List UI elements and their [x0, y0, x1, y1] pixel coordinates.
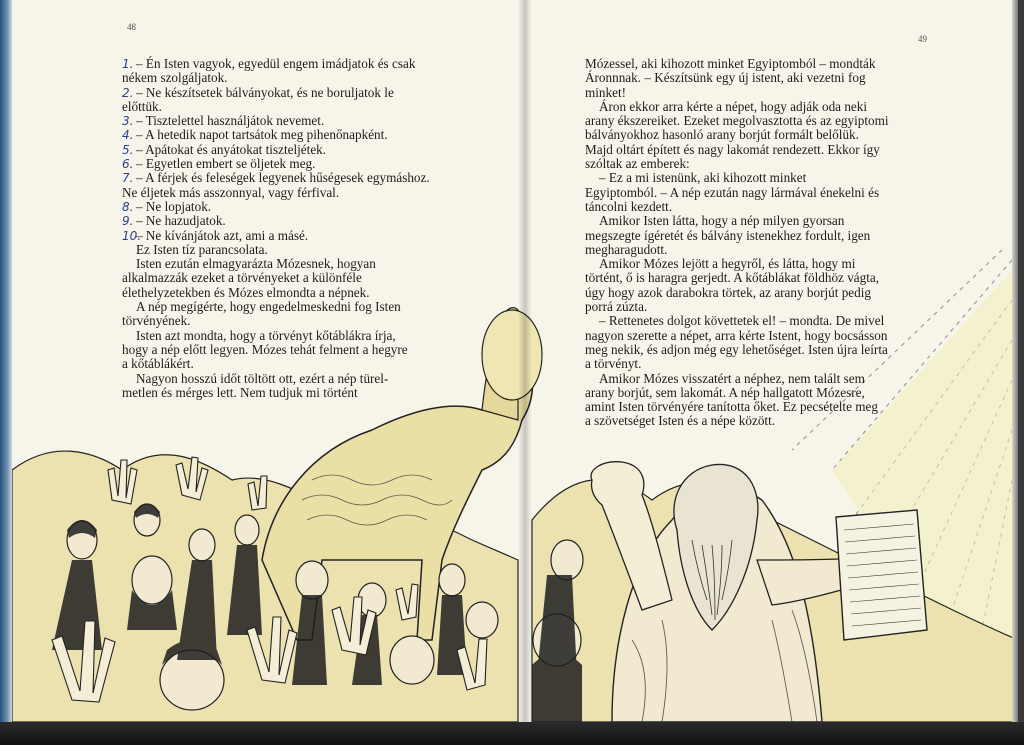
paragraph-line: Isten ezután elmagyarázta Mózesnek, hogyan: [136, 256, 376, 272]
paragraph-line: hogy a nép előtt legyen. Mózes tehát felment a hegyre: [122, 341, 408, 357]
paragraph-line: alkalmazzák ezeket a törvényeket a különféle: [122, 270, 362, 286]
paragraph-line: megszegte ígéretét és bálvány istenekhez fordult, igen: [585, 227, 871, 243]
paragraph-line: meg nekik, és adjon még egy lehetőséget. Isten újra leírta: [585, 341, 888, 357]
commandment-text: – Ne lopjatok.: [136, 198, 212, 214]
paragraph-line: Egyiptomból. – A nép ezután nagy lármával énekelni és: [585, 184, 880, 200]
paragraph-line: nagyon szerette a népet, arra kérte Istent, hogy bocsásson: [585, 327, 888, 343]
paragraph-line: A nép megígérte, hogy engedelmeskedni fog Isten: [136, 299, 401, 315]
paragraph-line: Nagyon hosszú időt töltött ott, ezért a nép türel-: [136, 370, 389, 386]
handwritten-number: 4.: [122, 128, 134, 143]
commandment-item: [122, 57, 502, 71]
paragraph-line: megharagudott.: [585, 241, 668, 257]
paragraph-line: porrá zúzta.: [585, 299, 648, 315]
commandment-text: – A hetedik napot tartsátok meg pihenőnapként.: [136, 127, 388, 143]
commandment-item: [122, 143, 502, 157]
paragraph-line: arany borjút, sem lakomát. A nép hallgatott Mózesre,: [585, 384, 865, 400]
paragraph-line: szóltak az emberek:: [585, 156, 690, 172]
paragraph-line: Amikor Isten látta, hogy a nép milyen gyorsan: [599, 213, 845, 229]
summary-line: Ez Isten tíz parancsolata.: [136, 241, 268, 257]
paragraph-line: Áronnnak. – Készítsünk egy új istent, aki vezetni fog: [585, 70, 866, 86]
right-page-text: [585, 57, 955, 429]
commandment-item: [122, 200, 502, 214]
handwritten-number: 2.: [122, 85, 134, 100]
handwritten-number: 7.: [122, 171, 134, 186]
right-paragraphs: [585, 57, 955, 429]
handwritten-number: 6.: [122, 157, 134, 172]
handwritten-number: 3.: [122, 114, 134, 129]
paragraph-line: Mózessel, aki kihozott minket Egyiptomból – mondták: [585, 56, 876, 71]
commandment-item: [122, 229, 502, 243]
commandment-item: [122, 86, 502, 100]
commandment-continuation: előttük.: [122, 98, 162, 114]
commandment-list: [122, 57, 502, 243]
stone-tablet: [836, 510, 927, 640]
page-number-left: 48: [127, 22, 136, 32]
commandment-text: – Ne hazudjatok.: [136, 213, 226, 229]
paragraph-line: Isten azt mondta, hogy a törvényt kőtáblákra írja,: [136, 327, 396, 343]
handwritten-number: 8.: [122, 199, 134, 214]
book-spread: [12, 0, 1018, 722]
commandment-text: – A férjek és feleségek legyenek hűségesek egymáshoz.: [136, 170, 430, 186]
paragraph-line: táncolni kezdett.: [585, 198, 673, 214]
paragraph-line: Majd oltárt épített és nagy lakomát rendezett. Ekkor így: [585, 141, 880, 157]
paragraph-line: a törvényt.: [585, 356, 642, 372]
paragraph-line: úgy hogy azok darabokra törtek, az arany borjút pedig: [585, 284, 871, 300]
left-page-text: [122, 57, 502, 400]
paragraph-line: a szövetséget Isten és a népe között.: [585, 413, 776, 429]
handwritten-number: 1.: [122, 57, 134, 71]
commandment-continuation: nékem szolgáljatok.: [122, 70, 228, 86]
paragraph-line: Amikor Mózes visszatért a néphez, nem talált sem: [599, 370, 865, 386]
commandment-continuation: Ne éljetek más asszonnyal, vagy férfival.: [122, 184, 340, 200]
scanner-bottom-edge: [0, 722, 1024, 745]
page-number-right: 49: [918, 34, 927, 44]
commandment-item: [122, 171, 502, 185]
commandment-item: [122, 128, 502, 142]
paragraph-line: a kőtáblákért.: [122, 356, 194, 372]
commandment-text: – Tisztelettel használjátok nevemet.: [136, 113, 325, 129]
handwritten-number: 9.: [122, 214, 134, 229]
commandment-text: – Én Isten vagyok, egyedül engem imádjatok és csak: [136, 56, 416, 71]
paragraph-line: – Ez a mi istenünk, aki kihozott minket: [599, 170, 807, 186]
paragraph-line: élethelyzetekben és Mózes elmondta a népnek.: [122, 284, 370, 300]
commandment-text: – Apátokat és anyátokat tiszteljétek.: [136, 141, 327, 157]
commandment-item: [122, 114, 502, 128]
paragraph-line: Amikor Mózes lejött a hegyről, és látta, hogy mi: [599, 256, 856, 272]
commandment-item: [122, 157, 502, 171]
book-page-edge-right: [1012, 0, 1018, 722]
paragraph-line: amint Isten törvényére tanította őket. Ez pecsételte meg: [585, 399, 878, 415]
handwritten-number: 5.: [122, 142, 134, 157]
paragraph-line: – Rettenetes dolgot követtetek el! – mondta. De mivel: [599, 313, 885, 329]
paragraph-line: Áron ekkor arra kérte a népet, hogy adják oda neki: [599, 98, 868, 114]
book-cover-edge: [0, 0, 12, 722]
commandment-text: – Ne készítsetek bálványokat, és ne boruljatok le: [136, 84, 394, 100]
commandment-item: [122, 214, 502, 228]
paragraph-line: törvényének.: [122, 313, 191, 329]
left-paragraphs: [122, 257, 502, 400]
commandment-text: – Egyetlen embert se öljetek meg.: [136, 156, 316, 172]
paragraph-line: minket!: [585, 84, 627, 100]
paragraph-line: történt, ő is haragra gerjedt. A kőtáblákat földhöz vágta,: [585, 270, 880, 286]
paragraph-line: arany ékszereiket. Ezeket megolvasztotta és az egyiptomi: [585, 113, 889, 129]
paragraph-line: metlen és mérges lett. Nem tudjuk mi történt: [122, 384, 358, 400]
paragraph-line: bálványokhoz hasonló arany borjút formált belőlük.: [585, 127, 859, 143]
book-gutter: [518, 0, 532, 722]
commandment-text: – Ne kívánjátok azt, ami a másé.: [136, 227, 309, 243]
handwritten-number: 10.: [122, 228, 142, 243]
